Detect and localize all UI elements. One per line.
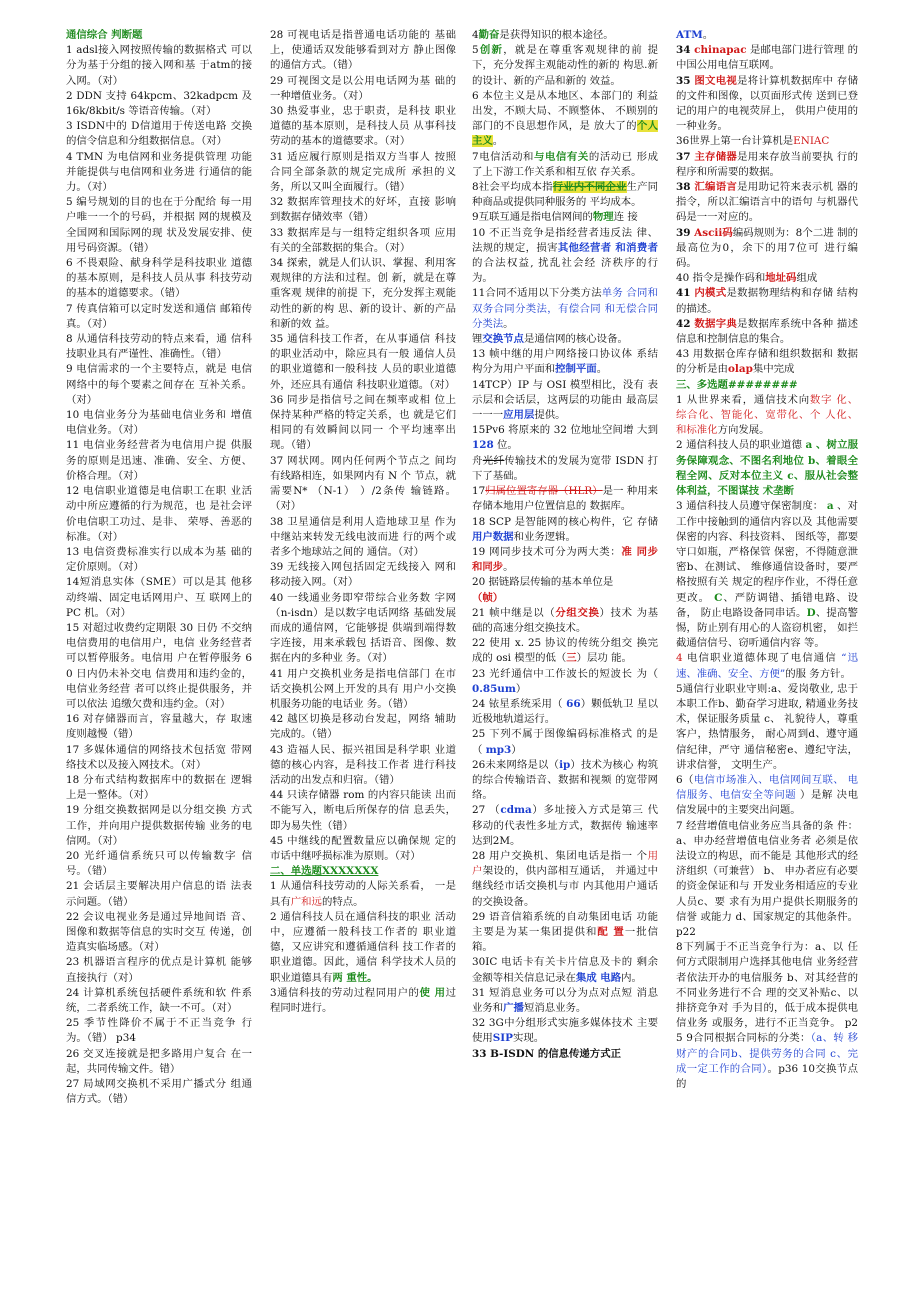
list-item: 12 电信职业道德是电信职工在职 业活动中所应遵循的行为规范，也 是社会评价电信职工功过、是非、 荣辱、善恶的标准。（对） (66, 485, 252, 543)
list-item: 13 电信资费标准实行以成本为基 础的定价原则。（对） (66, 545, 252, 574)
section-title: 二、单选题XXXXXXX (270, 865, 379, 878)
section-title: 通信综合 判断题 (66, 29, 143, 41)
list-item: 42 越区切换是移动台发起，网络 辅助完成的。（错） (270, 713, 456, 741)
list-item: 19 网同步技术可分为两大类：准 同步和同步。 (472, 545, 658, 574)
list-item: 1 adsl接入网按照传输的数据格式 可以分为基于分组的接入网和基 于atm的接入网。（对） (66, 44, 252, 87)
list-item: 4 TMN 为电信网和业务提供管理 功能并能提供与电信网和业务进 行通信的能力。（对） (66, 150, 252, 194)
column-2 (270, 28, 456, 1016)
list-item: 26未来网络是以（ip）技术为核心 构筑的综合传输语音、数据和视频 的宽带网络。 (472, 758, 658, 802)
list-item: 舟光纤传输技术的发展为宽带 ISDN 打下了基础。 (472, 454, 659, 482)
list-item: 8下列属于不正当竞争行为：a、以 任何方式限制用户选择其他电信 业务经营者依法开办的电信服务 b、对其经营的不同业务进行不合 理的交叉补贴c、以排挤竞争对 手为目的，低于成本提供电信业务 或服务，进行不正当竞争。 p25 9合同根据合同标的分类：（a、转 移财产的合同b、提供劳务的合同 c、完成一定工作的合同）。p36 10交换节点的 (676, 941, 858, 1091)
list-item: 14TCP）IP 与 OSI 模型相比，没有 表示层和会话层，这两层的功能由 最高层一一一应用层提供。 (472, 378, 658, 422)
list-item: 2 通信科技人员的职业道德 a 、树立服务保障观念、不图名利地位 b、着眼全程全网、反对本位主义 c、服从社会整体利益，不图谋技 术垄断 (676, 439, 858, 498)
list-item: 31 短消息业务可以分为点对点短 消息业务和广播短消息业务。 (472, 986, 658, 1014)
list-item: 30IC 电话卡有关卡片信息及卡的 剩余金额等相关信息记录在集成 电路内。 (472, 956, 658, 984)
list-item: 23 机器语言程序的优点是计算机 能够直接执行（对） (66, 956, 252, 984)
column-4 (676, 28, 858, 1092)
list-item: 11合同不适用以下分类方法单务 合同和双务合同分类法，有偿合同 和无偿合同分类法。 (472, 287, 658, 330)
list-item: 4 电信职业道德体现了电信通信 “迅速、准确、安全、方便”的服 务方针。 (676, 652, 858, 680)
list-item: 35 通信科技工作者，在从事通信 科技的职业活动中，除应具有一般 通信人员的职业道德和一般科技 人员的职业道德外，还应具有通信 科技职业道德。（对） (270, 333, 456, 391)
list-item: 33 数据库是与一组特定组织各项 应用有关的全部数据的集合。（对） (270, 226, 456, 254)
list-item: 42 数据字典是数据库系统中各种 描述信息和控制信息的集合。 (676, 317, 858, 346)
list-item: 32 3G中分组形式实施多媒体技术 主要使用SIP实现。 (472, 1017, 658, 1045)
list-item: 6 本位主义是从本地区、本部门的 利益出发，不顾大局、不顾整体、 不顾别的部门的不良思想作风，是 放大了的个人主义。 (472, 89, 658, 148)
list-item: 37 主存储器是用来存放当前要执 行的程序和所需要的数据。 (676, 150, 858, 178)
list-item: 43 用数据仓库存储和组织数据和 数据的分析是由olap集中完成 (676, 348, 858, 376)
list-item: 5 编号规划的目的也在于分配给 每一用户唯一一个的号码，并根据 网的规模及全国网和国际网的现 状及发展安排、使用号码资源。（错） (66, 196, 252, 254)
list-item: 7电信活动和与电信有关的活动已 形成了上下游工作关系和相互依 存关系。 (472, 150, 658, 178)
list-item: 41 用户交换机业务是指电信部门 在市话交换机公网上开发的具有 用户小交换机服务功能的电话业 务。（错） (270, 667, 456, 710)
list-item: 9互联互通是指电信网间的物理连 接 (472, 211, 638, 224)
list-item: 44 只读存储器 rom 的内容只能读 出而不能写入，断电后所保存的信 息丢失，即为易失性（错） (270, 789, 456, 832)
list-item: 36世界上第一台计算机是ENIAC (676, 135, 830, 148)
list-item: 14短消息实体（SME）可以是其 他移动终端、固定电话网用户、互 联网上的 PC 机。（对） (66, 576, 252, 619)
list-item: 2 DDN 支持 64kpcm、32kadpcm 及16k/8kbit/s 等语音传输。（对） (66, 89, 252, 118)
list-item: 3 ISDN中的 D信道用于传送电路 交换的信令信息和分组数据信息。（对） (66, 120, 252, 148)
true-false-list (66, 43, 252, 1107)
column-3 (472, 28, 658, 1062)
list-item: 45 中继线的配置数量应以确保规 定的市话中继呼损标准为原则。（对） (270, 834, 456, 862)
list-item: 15 对超过收费约定期限 30 日仍 不交纳电信费用的电信用户，电信 业务经营者可以暂停服务。电信用 户在暂停服务 60 日内仍未补交电 信费用和违约金的，电信业务经营 者可以终止提供服务，并可以依法 追缴欠费和违约金。（对） (66, 621, 252, 710)
list-item: ATM。 (676, 29, 714, 41)
list-item: 27 局域网交换机不采用广播式分 组通信方式。（错） (66, 1078, 252, 1106)
list-item: 6 不畏艰险、献身科学是科技职业 道德的基本原则，是科技人员从事 科技劳动的基本的道德要求。（错） (66, 257, 252, 300)
list-item: 25 下列不属于图像编码标准格式 的是（ mp3） (472, 728, 658, 756)
list-item: 40 指令是操作码和地址码组成 (676, 272, 818, 285)
list-item: 27 （cdma）多址接入方式是第三 代移动的代表性多址方式，数据传 输速率达到2M。 (472, 804, 658, 847)
list-item: 40 一线通业务即窄带综合业务数 字网（n-isdn）是以数字电话网络 基础发展而成的通信网，它能够提 供端到端得数字连接，用来承载包 括语音、图像、数据在内的多种业 务。（对） (270, 591, 456, 665)
list-item: 3通信科技的劳动过程同用户的使 用过程同时进行。 (270, 986, 456, 1014)
list-item: 24 计算机系统包括硬件系统和软 件系统，二者系统工作，缺一不可。（对） (66, 986, 252, 1014)
list-item: 37 网状网。网内任何两个节点之 间均有线路相连，如果网内有 N 个 节点，就需要N* （N-1） ）/2条传 输链路。（对） (270, 454, 456, 513)
list-item: 38 卫星通信是利用人造地球卫星 作为中继站来转发无线电波而进 行的两个或者多个地球站之间的 通信。（对） (270, 515, 456, 558)
list-item: 7 传真信箱可以定时发送和通信 邮箱传真。（对） (66, 302, 252, 330)
list-item: 13 帧中继的用户网络接口协议体 系结构分为用户平面和控制平面。 (472, 348, 658, 376)
list-item: 15Pv6 将原来的 32 位地址空间增 大到 128 位。 (472, 424, 658, 452)
list-item: 17归属位置寄存器（HLR）是一 种用来存储本地用户位置信息的 数据库。 (472, 485, 658, 513)
list-item: 1 从通信科技劳动的人际关系看， 一是具有广和远的特点。 (270, 880, 456, 908)
list-item: 4勤奋是获得知识的根本途径。 (472, 29, 614, 41)
list-item: 10 电信业务分为基础电信业务和 增值电信业务。（对） (66, 409, 252, 437)
list-item: 8 从通信科技劳动的特点来看，通 信科技职业具有严谨性、准确性。（错） (66, 333, 252, 361)
list-item: 41 内模式是数据物理结构和存储 结构的描述。 (676, 287, 858, 315)
list-item: 28 可视电话是指普通电话功能的 基础上，使通话双发能够看到对方 静止图像的通信方式。（错） (270, 29, 456, 72)
list-item: 5通信行业职业守则:a、爱岗敬业, 忠于本职工作b、勤奋学习进取, 精通业务技术，保证服务质量 c、 礼貌待人，尊重客户，热情服务， 耐心周到d、遵守通信纪律，严守 通信秘密e、遵纪守法，讲求信誉， 文明生产。 (676, 682, 858, 771)
list-item: 30 热爱事业，忠于职责，是科技 职业道德的基本原则，是科技人员 从事科技劳动的基本的道德要求。（对） (270, 105, 456, 148)
list-item: 22 使用 x. 25 协议的传统分组交 换完成的 osi 模型的低（三）层功 能。 (472, 637, 658, 665)
list-item: 36 同步是指信号之间在频率或相 位上保持某种严格的特定关系，也 就是它们相同的有效瞬间以同一 个平均速率出现。（错） (270, 393, 456, 452)
list-item: 17 多媒体通信的网络技术包括宽 带网络技术以及接入网技术。（对） (66, 743, 252, 771)
list-item: 8社会平均成本指行业内不同企业生产同种商品或提供同种服务的 平均成本。 (472, 181, 659, 209)
list-item: 34 chinapac 是邮电部门进行管理 的中国公用电信互联网。 (676, 44, 859, 72)
list-item: 29 语音信箱系统的自动集团电话 功能主要是为某一集团提供和配 置一批信箱。 (472, 910, 659, 954)
list-item: 5创新，就是在尊重客观规律的前 提下，充分发挥主观能动性的新的 构思.新的设计、新的产品和新的 效益。 (472, 44, 658, 87)
list-item: 18 SCP 是智能网的核心构件，它 存储用户数据和业务逻辑。 (472, 515, 658, 543)
list-item: 31 适应履行原则是指双方当事人 按照合同全部条款的规定完成所 承担的义务，所以又叫全面履行。（错） (270, 150, 456, 194)
list-item: 34 探索，就是人们认识、掌握、利用客观规律的方法和过程。创 新，就是在尊重客观 规律的前提 下，充分发挥主观能动性的新的构 思、新的设计、新的产品和新的效 益。 (270, 257, 456, 330)
list-item: 21 会话层主要解决用户信息的语 法表示问题。（错） (66, 880, 252, 908)
list-item: 35 图文电视是将计算机数据库中 存储的文件和图像，以页面形式传 送到已登记的用户的电视荧屏上， 供用户使用的一种业务。 (676, 74, 858, 133)
list-item: 9 电信需求的一个主要特点，就是 电信网络中的每个要素之间存在 互补关系。（对） (66, 363, 252, 406)
list-item: 39 无线接入网包括固定无线接入 网和移动接入网。（对） (270, 561, 456, 589)
list-item: 26 交叉连接就是把多路用户复合 在一起，共同传输文件。错） (66, 1047, 252, 1075)
list-item: 3 通信科技人员遵守保密制度： a 、对工作中接触到的通信内容以及 其他需要保密的内容、科技资料、 图纸等，都要守口如瓶，严格保管 保密，不得随意泄密b、在测试、 维修通信设备时，要严格按照有关 规定的程序作业，不得任意更改。 C、严防调错、插错电路、设备， 防止电路设备同串话。D、提高警 惕，防止别有用心的人盗窃机密， 如拦截通信信号、窃听通信内容 等。 (676, 500, 859, 650)
list-item: 20 光纤通信系统只可以传输数字 信号。（错） (66, 849, 252, 878)
list-item: 21 帧中继是以（分组交换）技术 为基础的高速分组交换技术。 (472, 606, 658, 634)
column-1 (66, 28, 252, 1107)
list-item: 锂交换节点是通信网的核心设备。 (472, 333, 628, 346)
list-item: 25 季节性降价不属于不正当竞争 行为。（错） p34 (66, 1017, 252, 1045)
list-item: 38 汇编语言是用助记符来表示机 器的指令，所以汇编语言中的语句 与机器代码是一一对应的。 (676, 181, 858, 224)
list-item: 7 经营增值电信业务应当具备的条 件：a、申办经营增值电信业务者 必须是依法设立的构思，而不能是 其他形式的经济组织（可兼营） b、 申办者应有必要的资金保证和与 开发业务相适应的专业人员c、要 求有为用户提供长期服务的信誉 或能力 d、国家规定的其他条件。 p22 (676, 819, 858, 938)
list-item: 20 据链路层传输的基本单位是 （帧） (472, 576, 614, 604)
true-false-list-cont (270, 28, 456, 864)
list-item: 32 数据库管理技术的好坏，直接 影响到数据存储效率（错） (270, 196, 456, 224)
list-item: 24 铱星系统采用（ 66）颗低轨卫 星以近极地轨道运行。 (472, 697, 658, 726)
list-item: 33 B-ISDN 的信息传递方式正 (472, 1047, 621, 1060)
list-item: 29 可视图文是以公用电话网为基 础的一种增值业务。（对） (270, 74, 456, 102)
list-item: 1 从世界来看，通信技术向数字 化、 综合化、智能化、宽带化、个 人化、 和标准化方向发展。 (676, 393, 858, 437)
list-item: 23 光纤通信中工作波长的短波长 为（ 0.85um） (472, 667, 658, 695)
list-item: 10 不正当竞争是指经营者违反法 律、法规的规定，损害其他经营者 和消费者的合法权益, 扰乱社会经 济秩序的行为。 (472, 226, 658, 285)
list-item: 39 Ascii码编码规则为：8个二进 制的最高位为0，余下的用7位可 进行编码。 (676, 226, 858, 270)
list-item: 11 电信业务经营者为电信用户提 供服务的原则是迅速、准确、安全、方便、价格合理。（对） (66, 439, 252, 482)
list-item: 22 会议电视业务是通过异地间语 音、图像和数据等信息的实时交互 传递，创造真实临场感。（对） (66, 910, 252, 954)
list-item: 43 造福人民、振兴祖国是科学职 业道德的核心内容，是科技工作者 进行科技活动的出发点和归宿。（错） (270, 743, 456, 786)
list-item: 16 对存储器而言，容量越大，存 取速度则越慢（错） (66, 713, 252, 741)
list-item: 2 通信科技人员在通信科技的职业 活动中，应遵循一般科技工作者的 职业道德，又应讲究和遵循通信科 技工作者的职业道德。因此，通信 科学技术人员的职业道德具有两 重性。 (270, 910, 456, 984)
list-item: 18 分布式结构数据库中的数据在 逻辑上是一整体。（对） (66, 773, 252, 802)
list-item: 28 用户交换机、集团电话是指一 个用户架设的，供内部相互通话， 并通过中继线经市话交换机与市 内其他用户通话的交换设备。 (472, 849, 658, 908)
section-title: 三、多选题######## (676, 378, 798, 391)
list-item: 19 分组交换数据网是以分组交换 方式工作，并向用户提供数据传输 业务的电信网。（对） (66, 804, 252, 847)
list-item: 6（电信市场准入、电信网间互联、 电信服务、电信安全等问题 ）是解 决电信发展中的主要突出问题。 (676, 773, 859, 817)
